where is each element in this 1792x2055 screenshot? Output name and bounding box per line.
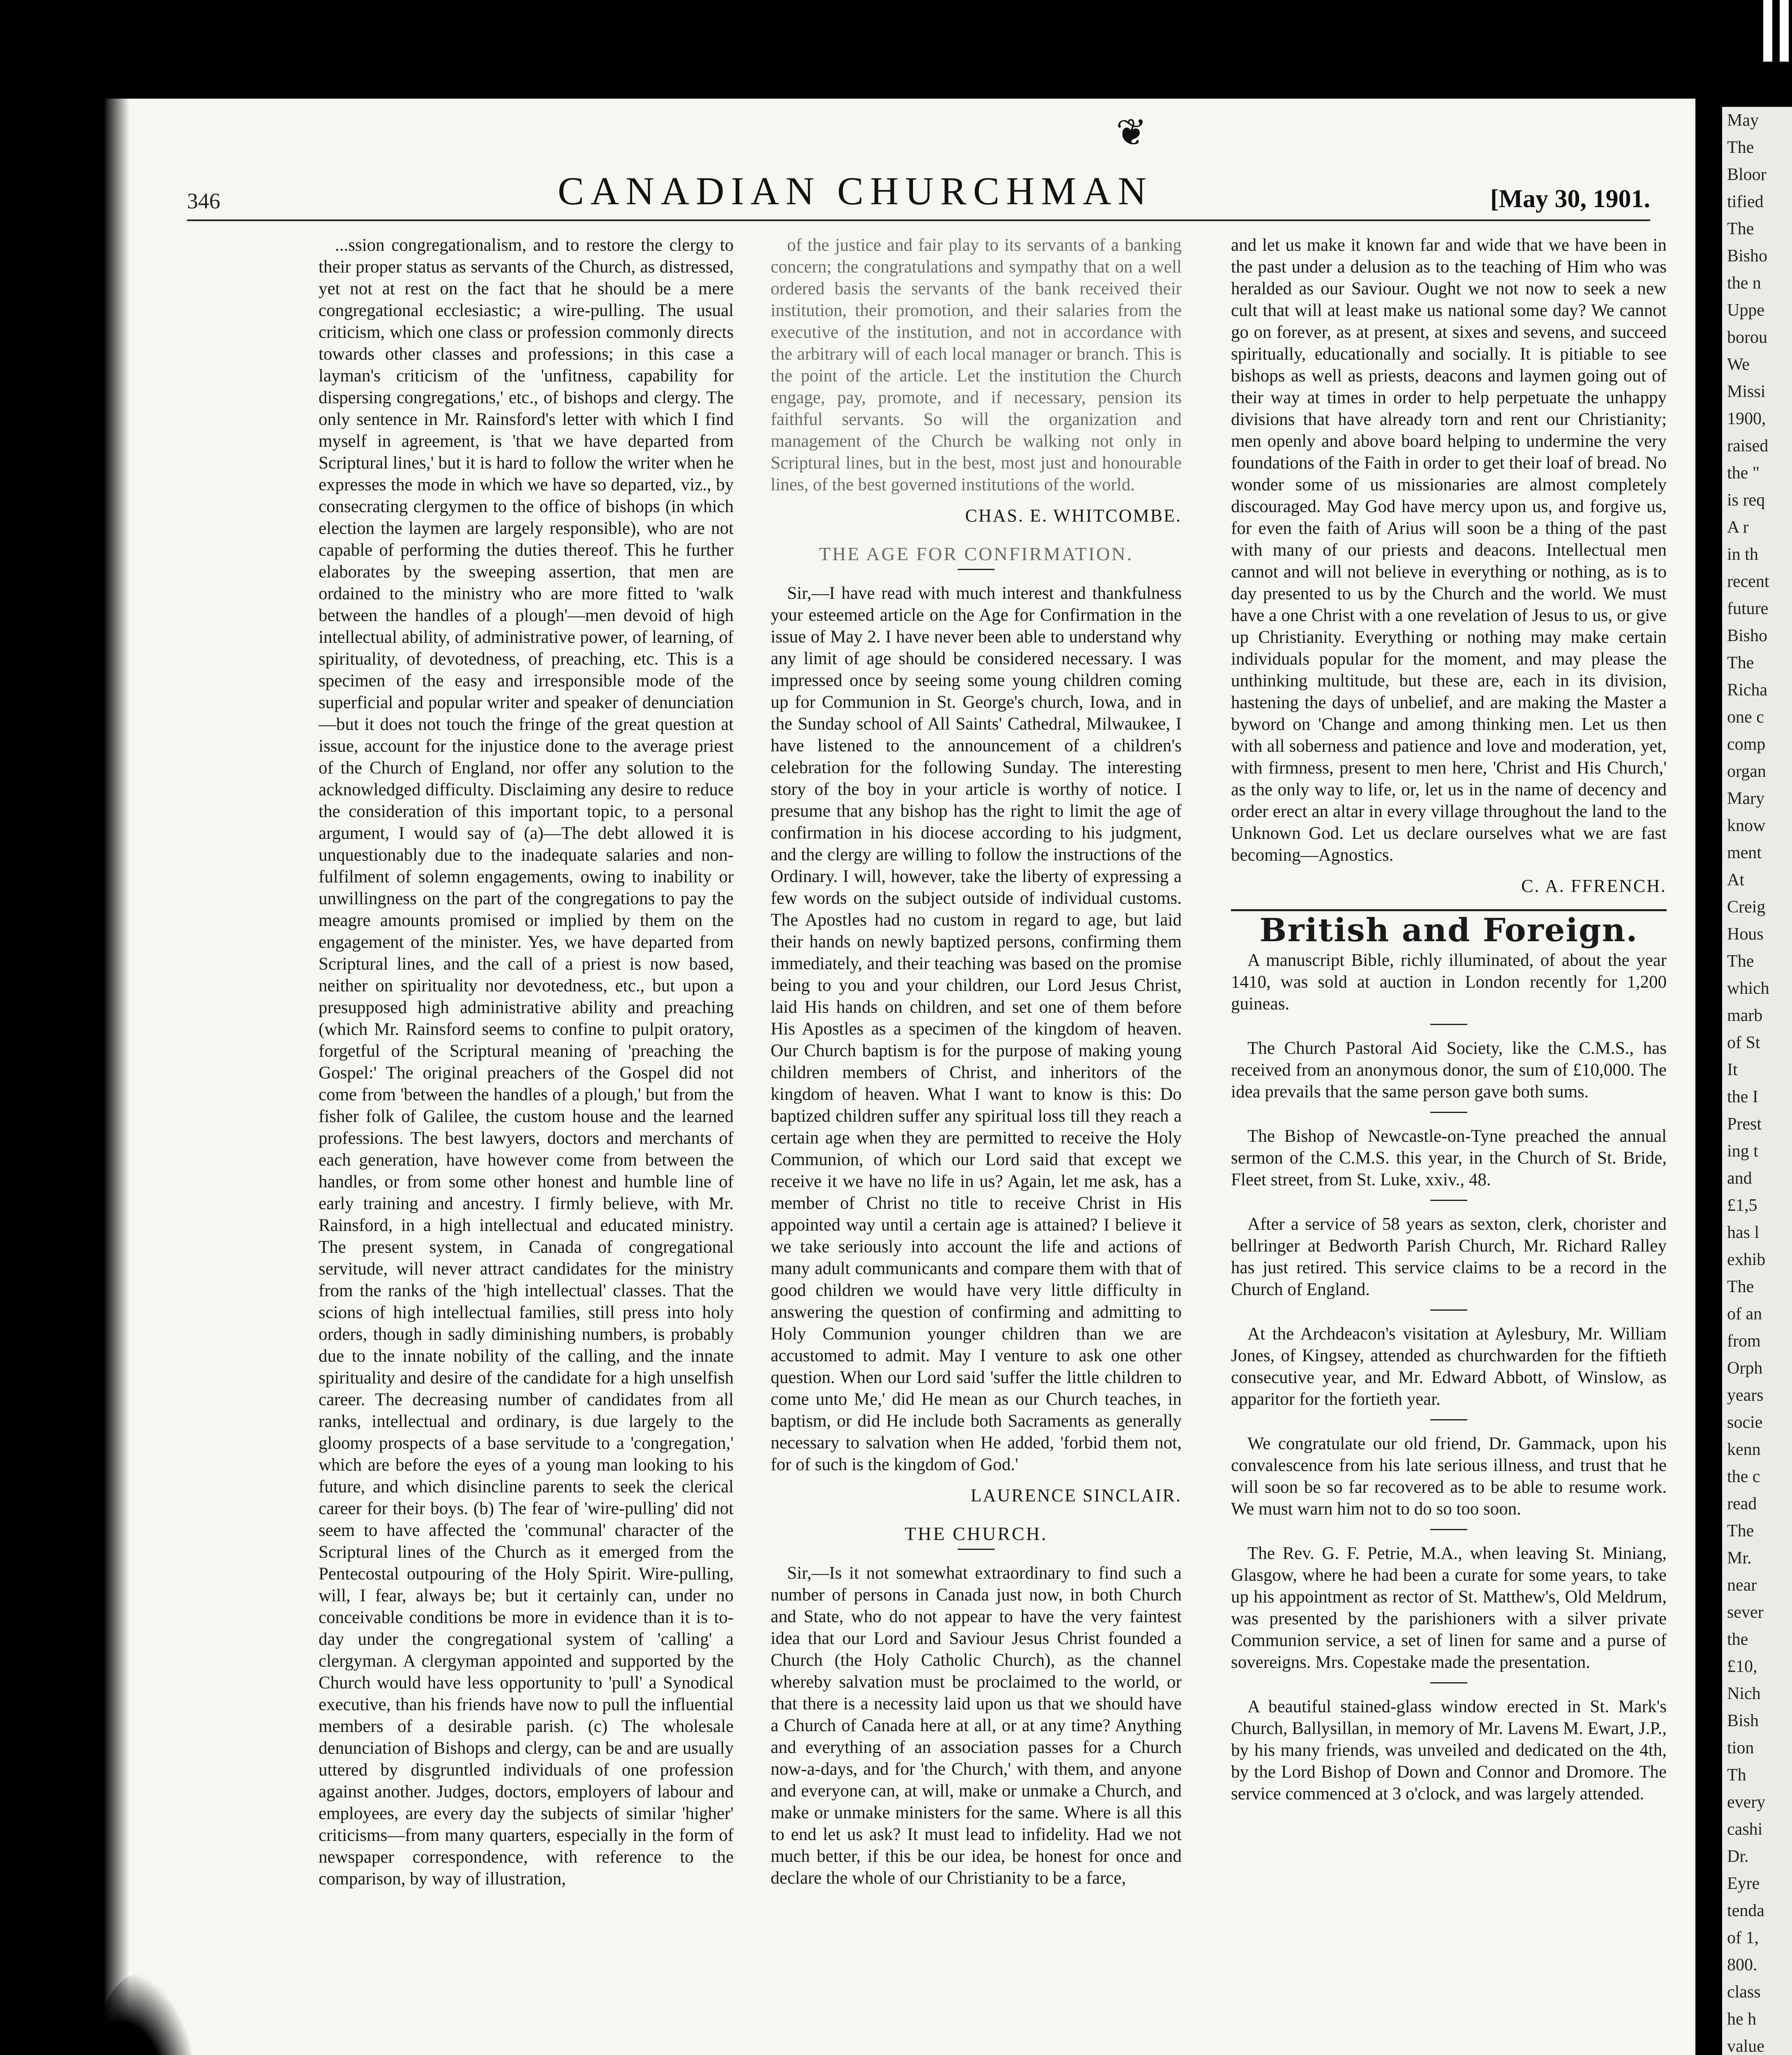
adjacent-page-fragment: cashi (1727, 1820, 1763, 1839)
adjacent-page-fragment: of 1, (1727, 1928, 1759, 1947)
adjacent-page-fragment: Missi (1727, 382, 1766, 401)
adjacent-page-fragment: ment (1727, 843, 1762, 862)
adjacent-page-fragment: and (1727, 1169, 1752, 1188)
adjacent-page-fragment: sever (1727, 1603, 1764, 1622)
column-3 (1231, 234, 1667, 2055)
adjacent-page-fragment: borou (1727, 328, 1767, 347)
letter2-signature: LAURENCE SINCLAIR. (970, 1485, 1182, 1505)
adjacent-page-fragment: The (1727, 1277, 1754, 1296)
newspaper-page (105, 99, 1695, 2055)
news-item: The Rev. G. F. Petrie, M.A., when leaving St. Miniang, Glasgow, where he had been a curate for some years, to take up his appointment as rector of St. Matthew's, Old Meldrum, was presented by the parishioners with a silver private Communion service, a set of linen for same and a purse of sovereigns. Mrs. Copestake made the presentation. (1231, 1544, 1667, 1672)
adjacent-page-fragment: Hous (1727, 925, 1764, 944)
adjacent-page-fragment: A r (1727, 518, 1749, 537)
letter1-signature: CHAS. E. WHITCOMBE. (965, 506, 1182, 526)
page-number: 346 (187, 189, 220, 213)
adjacent-page-fragment: May (1727, 111, 1759, 130)
news-item: The Church Pastoral Aid Society, like the C.M.S., has received from an anonymous donor, the sum of £10,000. The idea prevails that the same person gave both sums. (1231, 1039, 1667, 1101)
adjacent-page-fragment: Mr. (1727, 1549, 1752, 1568)
adjacent-page-fragment: from (1727, 1332, 1761, 1351)
adjacent-page-fragment: in th (1727, 545, 1758, 564)
page-header (187, 156, 1650, 221)
adjacent-page-fragment: tified (1727, 192, 1764, 211)
adjacent-page-fragment: Dr. (1727, 1847, 1749, 1866)
adjacent-page-fragment: 1900, (1727, 409, 1766, 428)
adjacent-page-fragment: which (1727, 979, 1769, 998)
news-item: A beautiful stained-glass window erected in St. Mark's Church, Ballysillan, in memory of Mr. Lavens M. Ewart, J.P., by his many friends, was unveiled and dedicated on the 4th, by the Lord Bishop of Down and Connor and Dromore. The service commenced at 3 o'clock, and was largely attended. (1231, 1697, 1667, 1803)
masthead-title: CANADIAN CHURCHMAN (557, 169, 1153, 213)
adjacent-page-fragment: ing t (1727, 1142, 1758, 1161)
adjacent-page-fragment: We (1727, 355, 1750, 374)
adjacent-page-fragment: It (1727, 1060, 1738, 1079)
adjacent-page-fragment: comp (1727, 735, 1766, 754)
adjacent-page-fragment: The (1727, 219, 1754, 238)
letter2-text: Sir,—I have read with much interest and thankfulness your esteemed article on the Age for Confirmation in the issue of May 2. I have never been able to understand why any limit of age should be considered necessary. I was impressed once by seeing some young children coming up for Communion in St. George's church, Iowa, and in the Sunday school of All Saints' Cathedral, Milwaukee, I have listened to the announcement of a children's celebration for the following Sunday. The interesting story of the boy in your article is worthy of notice. I presume that any bishop has the right to limit the age of confirmation in his diocese according to his judgment, and the clergy are willing to follow the instructions of the Ordinary. I will, however, take the liberty of expressing a few words on the subject outside of individual customs. The Apostles had no custom in regard to age, but laid their hands on newly baptized persons, confirming them immediately, and their teaching was based on the promise being to you and your children, our Lord Jesus Christ, laid His hands on children, and set one of them before His Apostles as a specimen of the kingdom of heaven. Our Church baptism is for the purpose of making young children members of Christ, and inheritors of the kingdom of heaven. What I want to know is this: Do baptized children suffer any spiritual loss till they reach a certain age when they are permitted to receive the Holy Communion, of which our Lord said that except we receive it we have no life in us? Again, let me ask, has a member of Christ no title to receive Christ in His appointed way until a certain age is attained? I believe it we take seriously into account the life and actions of many adult communicants and compare them with that of good children we would have very little difficulty in answering the question of confirming and admitting to Holy Communion younger children than we are accustomed to admit. May I venture to ask one other question. When our Lord said 'suffer the little children to come unto Me,' did He mean as our Church teaches, in baptism, or did He include both Sacraments as generally necessary to salvation when He added, 'forbid them not, for of such is the kingdom of God.' (771, 584, 1182, 1474)
letter1-text: of the justice and fair play to its servants of a banking concern; the congratulations and sympathy that on a well ordered basis the servants of the bank received their institution, their promotion, and their salaries from the executive of the institution, and not in accordance with the arbitrary will of each local manager or branch. This is the point of the article. Let the institution the Church engage, pay, promote, and if necessary, pension its faithful servants. So will the organization and management of the Church be walking not only in Scriptural lines, but in the best, most just and honourable lines, of the best governed institutions of the world. (771, 236, 1182, 494)
news-item: The Bishop of Newcastle-on-Tyne preached the annual sermon of the C.M.S. this year, in the Church of St. Bride, Fleet street, from St. Luke, xxiv., 48. (1231, 1127, 1667, 1189)
heading-rule (958, 569, 995, 570)
adjacent-page-fragment: Nich (1727, 1684, 1761, 1703)
adjacent-page-fragment: marb (1727, 1006, 1763, 1025)
adjacent-page-fragment: recent (1727, 572, 1769, 591)
adjacent-page-fragment: Prest (1727, 1115, 1762, 1134)
adjacent-page-fragment: Orph (1727, 1359, 1763, 1378)
adjacent-page-fragment: £10, (1727, 1657, 1757, 1676)
adjacent-page-fragment: years (1727, 1386, 1764, 1405)
adjacent-page-fragment: of an (1727, 1305, 1762, 1323)
adjacent-page-fragment: Richa (1727, 681, 1767, 700)
item-rule (1430, 1200, 1467, 1201)
adjacent-page-fragment: Eyre (1727, 1874, 1760, 1893)
section-title: British and Foreign. (1259, 912, 1638, 949)
adjacent-page-fragment: The (1727, 952, 1754, 971)
adjacent-page-fragment: Mary (1727, 789, 1764, 808)
letter3-continued-text: and let us make it known far and wide that we have been in the past under a delusion as to the teaching of Him who was heralded as our Saviour. Ought we not now to seek a new cult that will at least make us national some day? We cannot go on forever, as at present, at sixes and sevens, and succeed spiritually, educationally and socially. It is pitiable to see bishops as well as priests, deacons and laymen going out of their way at times in order to help perpetuate the unhappy divisions that have already torn and rent our Christianity; men openly and above board helping to undermine the very foundations of the Faith in order to get their loaf of bread. No wonder some of us missionaries are almost completely discouraged. May God have mercy upon us, and forgive us, for even the faith of Arius will soon be a thing of the past with many of our priests and deacons. Intellectual men cannot and will not believe in everything or nothing, as is to day presented to us by the Church and the world. We must have a one Christ with a one revelation of Jesus to us, or give up Christianity. Everything or nothing may make certain individuals popular for the moment, and may please the unthinking multitude, but these are, each in its division, hastening the days of unbelief, and are making the Master a byword on 'Change and among thinking men. Let us then with all soberness and patience and love and moderation, yet, with firmness, present to men here, 'Christ and His Church,' as the only way to life, or, let us in the name of decency and order erect an altar in every village throughout the land to the Unknown God. Let us declare ourselves what we are fast becoming—Agnostics. (1231, 236, 1667, 865)
adjacent-page-fragment: know (1727, 816, 1766, 835)
column1-letter-text: ...ssion congregationalism, and to restore the clergy to their proper status as servants of the Church, as distressed, yet not at rest on the fact that he should be a mere congregational ecclesiastic; a wire-pulling. The usual criticism, which one class or profession commonly directs towards other classes and professions; in this case a layman's criticism of the 'unfitness, capability for dispersing congregations,' etc., of bishops and clergy. The only sentence in Mr. Rainsford's letter with which I find myself in agreement, is 'that we have departed from Scriptural lines,' but it is hard to follow the writer when he expresses the mode in which we have so departed, viz., by consecrating clergymen to the office of bishops (in which election the laymen are largely responsible), who are not capable of performing the duties thereof. This he further elaborates by the sweeping assertion, that men are ordained to the ministry who are more fitted to 'walk between the handles of a plough'—men devoid of high intellectual ability, of administrative power, of learning, of spirituality, of devotedness, of preaching, etc. This is a specimen of the easy and irresponsible mode of the superficial and popular writer and speaker of denunciation—but it does not touch the fringe of the great question at issue, account for the injustice done to the average priest of the Church of England, nor offer any solution to the acknowledged difficulty. Disclaiming any desire to reduce the consideration of this important topic, to a personal argument, I would say of (a)—The debt allowed it is unquestionably due to the inadequate salaries and non-fulfilment of solemn engagements, owing to inability or unwillingness on the part of the congregations to pay the meagre amounts promised or implied by them on the engagement of the minister. Yes, we have departed from Scriptural lines, and the call of a priest is now based, neither on spirituality nor devotedness, etc., but upon a presupposed high administrative ability and preaching (which Mr. Rainsford seems to confine to pulpit oratory, forgetful of the Scriptural meaning of 'preaching the Gospel:' The original preachers of the Gospel did not come from 'between the handles of a plough,' but from the fisher folk of Galilee, the custom house and the learned professions. The best lawyers, doctors and merchants of each generation, have however come from between the handles, or from some other honest and humble line of early training and ancestry. I firmly believe, with Mr. Rainsford, in a high intellectual and educated ministry. The present system, in Canada of congregational servitude, will never attract candidates for the ministry from the ranks of the 'high intellectual' classes. That the scions of high intellectual families, still press into holy orders, though in sadly diminishing numbers, is probably due to the innate nobility of the calling, and the innate spirituality and desire of the candidate for a high unselfish career. The decreasing number of candidates from all ranks, intellectual and ordinary, is due largely to the gloomy prospects of a base servitude to a 'congregation,' which are before the eyes of a young man looking to his future, and which disincline parents to seek the clerical career for their boys. (b) The fear of 'wire-pulling' did not seem to have affected the 'communal' character of the Scriptural lines of the Church as it emerged from the Pentecostal outpouring of the Holy Spirit. Wire-pulling, will, I fear, always be; but it certainly can, under no conceivable conditions be more in evidence than it is to-day under the congregational system of 'calling' a clergyman. A clergyman appointed and supported by the Church would have less opportunity to 'pull' a Synodical executive, than his friends have now to pull the influential members of a desirable parish. (c) The wholesale denunciation of Bishops and clergy, can be and are usually uttered by disgruntled individuals of one profession against another. Judges, doctors, employers of labour and employees, are every day the subjects of similar 'higher' criticisms—from many quarters, especially in the form of newspaper correspondence, with reference to the comparison, by way of illustration, (319, 236, 734, 1889)
adjacent-page-fragment: Creig (1727, 898, 1766, 917)
adjacent-page-edge (1722, 107, 1792, 2055)
item-rule (1430, 1024, 1467, 1025)
adjacent-page-fragment: the (1727, 1630, 1748, 1649)
adjacent-page-fragment: Bish (1727, 1711, 1759, 1730)
adjacent-page-fragment: value (1727, 2037, 1764, 2055)
film-edge-mark (1763, 0, 1772, 62)
adjacent-page-fragment: organ (1727, 762, 1766, 781)
heading-rule (958, 1549, 995, 1550)
adjacent-page-fragment: the " (1727, 464, 1760, 483)
issue-date: [May 30, 1901. (1490, 185, 1650, 213)
adjacent-page-fragment: socie (1727, 1413, 1763, 1432)
printer-ornament: ❦ (1116, 113, 1147, 153)
news-item: We congratulate our old friend, Dr. Gammack, upon his convalescence from his late serious illness, and trust that he will soon be so far recovered as to be able to resume work. We must warn him not to do so too soon. (1231, 1434, 1667, 1519)
column-2 (771, 234, 1182, 2055)
news-item: A manuscript Bible, richly illuminated, of about the year 1410, was sold at auction in London recently for 1,200 guineas. (1231, 951, 1667, 1014)
adjacent-page-fragment: one c (1727, 708, 1764, 727)
adjacent-page-fragment: future (1727, 599, 1769, 618)
column-1 (319, 234, 734, 2055)
adjacent-page-fragment: exhib (1727, 1250, 1766, 1269)
adjacent-page-fragment: Bisho (1727, 626, 1768, 645)
film-edge-mark (1780, 0, 1789, 62)
letter3-text: Sir,—Is it not somewhat extraordinary to find such a number of persons in Canada just now, in both Church and State, who do not appear to have the very faintest idea that our Lord and Saviour Jesus Christ founded a Church (the Holy Catholic Church), as the channel whereby salvation must be proclaimed to the world, or that there is a necessity laid upon us that we should have a Church of Canada here at all, or at any time? Anything and everything of an association passes for a Church now-a-days, and for 'the Church,' with them, and anyone and everyone can, at will, make or unmake a Church, and make or unmake ministers for the same. Where is all this to end let us ask? It must lead to infidelity. Had we not much better, if this be our idea, be honest for once and declare the whole of our Christianity to be a farce, (771, 1563, 1182, 1888)
adjacent-page-fragment: read (1727, 1494, 1757, 1513)
adjacent-page-fragment: The (1727, 653, 1754, 672)
adjacent-page-fragment: the n (1727, 274, 1761, 293)
adjacent-page-fragment: Th (1727, 1766, 1746, 1785)
adjacent-page-fragment: is req (1727, 491, 1765, 510)
adjacent-page-fragment: the I (1727, 1088, 1758, 1106)
adjacent-page-fragment: near (1727, 1576, 1757, 1595)
adjacent-page-fragment: At (1727, 870, 1744, 889)
adjacent-page-fragment: has l (1727, 1223, 1760, 1242)
section-rule (1231, 909, 1667, 911)
adjacent-page-fragment: The (1727, 1522, 1754, 1540)
adjacent-page-fragment: he h (1727, 2010, 1757, 2029)
news-item: After a service of 58 years as sexton, clerk, chorister and bellringer at Bedworth Parish Church, Mr. Richard Ralley has just retired. This service claims to be a record in the Church of England. (1231, 1215, 1667, 1299)
adjacent-page-fragment: raised (1727, 436, 1769, 455)
item-rule (1430, 1309, 1467, 1311)
item-rule (1430, 1682, 1467, 1683)
item-rule (1430, 1529, 1467, 1530)
adjacent-page-fragment: Bloor (1727, 165, 1767, 184)
adjacent-page-fragment: 800. (1727, 1956, 1757, 1974)
letter3-signature: C. A. FFRENCH. (1521, 876, 1667, 896)
letter3-heading: THE CHURCH. (904, 1523, 1048, 1544)
adjacent-page-fragment: tion (1727, 1739, 1754, 1757)
adjacent-page-fragment: kenn (1727, 1440, 1761, 1459)
adjacent-page-fragment: Uppe (1727, 301, 1764, 320)
adjacent-page-fragment: class (1727, 1983, 1761, 2002)
adjacent-page-fragment: Bisho (1727, 247, 1768, 266)
item-rule (1430, 1112, 1467, 1113)
item-rule (1430, 1419, 1467, 1420)
news-item: At the Archdeacon's visitation at Aylesbury, Mr. William Jones, of Kingsey, attended as churchwarden for the fiftieth consecutive year, and Mr. Edward Abbott, of Winslow, as apparitor for the fortieth year. (1231, 1324, 1667, 1409)
letter2-heading: THE AGE FOR CONFIRMATION. (819, 543, 1134, 564)
adjacent-page-fragment: tenda (1727, 1901, 1764, 1920)
adjacent-page-fragment: every (1727, 1793, 1766, 1812)
adjacent-page-fragment: £1,5 (1727, 1196, 1757, 1215)
adjacent-page-fragment: the c (1727, 1467, 1760, 1486)
adjacent-page-fragment: The (1727, 138, 1754, 157)
adjacent-page-fragment: of St (1727, 1033, 1760, 1052)
